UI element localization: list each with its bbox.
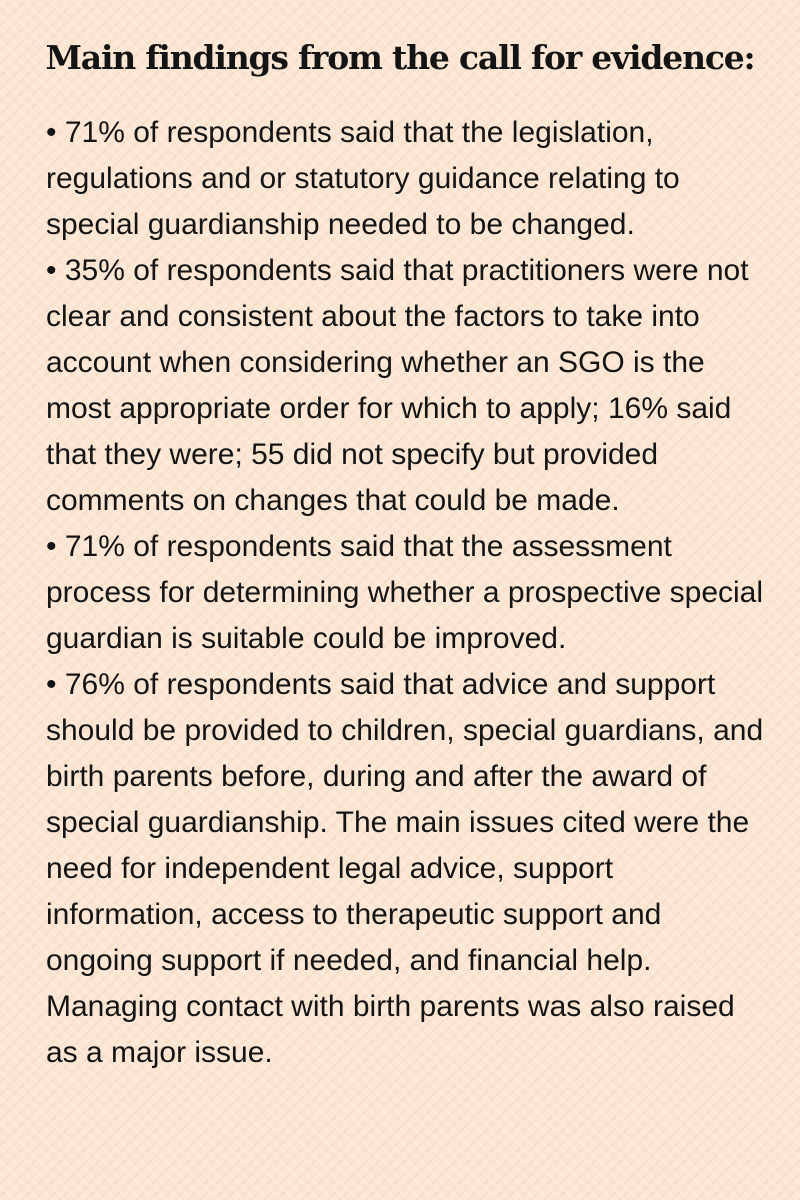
- finding-item: • 35% of respondents said that practitioners were not clear and consistent about the factors to take into account when considering whether an SGO is the most appropriate order for which to apply; 16% said that they were; 55 did not specify but provided comments on changes that could be made.: [46, 254, 749, 517]
- finding-item: • 71% of respondents said that the assessment process for determining whether a prospective special guardian is suitable could be improved.: [46, 530, 764, 655]
- finding-item: • 76% of respondents said that advice and support should be provided to children, special guardians, and birth parents before, during and after the award of special guardianship. The main issues cited were the need for independent legal advice, support information, access to therapeutic support and ongoing support if needed, and financial help. Managing contact with birth parents was also raised as a major issue.: [46, 668, 764, 1069]
- finding-item: • 71% of respondents said that the legislation, regulations and or statutory guidance relating to special guardianship needed to be changed.: [46, 116, 680, 241]
- page-title: Main findings from the call for evidence:: [45, 38, 755, 77]
- findings-list: [46, 110, 766, 1076]
